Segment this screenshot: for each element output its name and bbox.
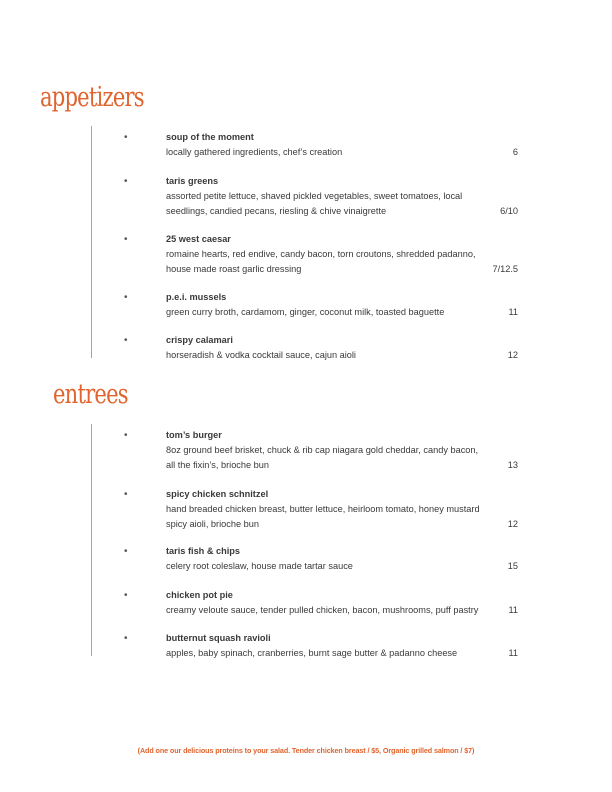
menu-item-price: 15 [507, 561, 518, 571]
menu-item-description: celery root coleslaw, house made tartar sauce [166, 561, 353, 571]
menu-item-price: 11 [508, 605, 518, 615]
menu-item-description: assorted petite lettuce, shaved pickled vegetables, sweet tomatoes, local [166, 191, 463, 201]
menu-item-description: spicy aioli, brioche bun [166, 519, 259, 529]
bullet-icon: • [124, 633, 128, 644]
bullet-icon: • [124, 430, 128, 441]
menu-item-description: hand breaded chicken breast, butter lettuce, heirloom tomato, honey mustard [166, 504, 480, 514]
entrees-divider-line [91, 424, 92, 656]
menu-item-name: 25 west caesar [166, 234, 231, 244]
menu-item-price: 12 [507, 350, 518, 360]
menu-item-name: spicy chicken schnitzel [166, 489, 269, 499]
bullet-icon: • [124, 546, 128, 557]
menu-item-text [166, 588, 486, 618]
menu-item-text [166, 290, 486, 320]
menu-item-description: green curry broth, cardamom, ginger, coconut milk, toasted baguette [166, 307, 445, 317]
bullet-icon: • [124, 590, 128, 601]
menu-item-name: crispy calamari [166, 335, 233, 345]
menu-item-text [166, 428, 486, 473]
menu-item-name: taris greens [166, 176, 219, 186]
menu-item-description: house made roast garlic dressing [166, 264, 302, 274]
menu-item-description: horseradish & vodka cocktail sauce, cajun aioli [166, 350, 356, 360]
menu-item-description: seedlings, candied pecans, riesling & chive vinaigrette [166, 206, 387, 216]
menu-item-name: taris fish & chips [166, 546, 241, 556]
menu-item-text [166, 631, 486, 661]
menu-item-name: tom’s burger [166, 430, 222, 440]
bullet-icon: • [124, 176, 128, 187]
menu-item-price: 6 [512, 147, 518, 157]
menu-item-description: apples, baby spinach, cranberries, burnt sage butter & padanno cheese [166, 648, 458, 658]
protein-addon-note: (Add one our delicious proteins to your salad. Tender chicken breast / $5, Organic grilled salmon / $7) [137, 746, 475, 755]
menu-item-price: 11 [508, 307, 518, 317]
menu-item-description: all the fixin’s, brioche bun [166, 460, 269, 470]
menu-item-description: romaine hearts, red endive, candy bacon, torn croutons, shredded padanno, [166, 249, 476, 259]
menu-item-name: chicken pot pie [166, 590, 233, 600]
menu-item-price: 13 [507, 460, 518, 470]
bullet-icon: • [124, 335, 128, 346]
menu-item-text [166, 232, 486, 277]
menu-item-name: p.e.i. mussels [166, 292, 227, 302]
bullet-icon: • [124, 292, 128, 303]
appetizers-title: appetizers [40, 82, 144, 113]
bullet-icon: • [124, 132, 128, 143]
menu-item-description: 8oz ground beef brisket, chuck & rib cap niagara gold cheddar, candy bacon, [166, 445, 479, 455]
menu-item-text [166, 130, 486, 160]
menu-item-description: creamy veloute sauce, tender pulled chicken, bacon, mushrooms, puff pastry [166, 605, 479, 615]
menu-item-price: 11 [508, 648, 518, 658]
menu-item-text [166, 544, 486, 574]
menu-item-price: 12 [507, 519, 518, 529]
appetizers-divider-line [91, 126, 92, 358]
menu-item-price: 7/12.5 [492, 264, 518, 274]
menu-item-text [166, 487, 486, 532]
bullet-icon: • [124, 489, 128, 500]
menu-item-text [166, 333, 486, 363]
entrees-title: entrees [53, 379, 128, 410]
menu-item-name: soup of the moment [166, 132, 254, 142]
menu-item-description: locally gathered ingredients, chef’s creation [166, 147, 343, 157]
menu-item-text [166, 174, 486, 219]
menu-item-name: butternut squash ravioli [166, 633, 271, 643]
menu-item-price: 6/10 [500, 206, 518, 216]
bullet-icon: • [124, 234, 128, 245]
